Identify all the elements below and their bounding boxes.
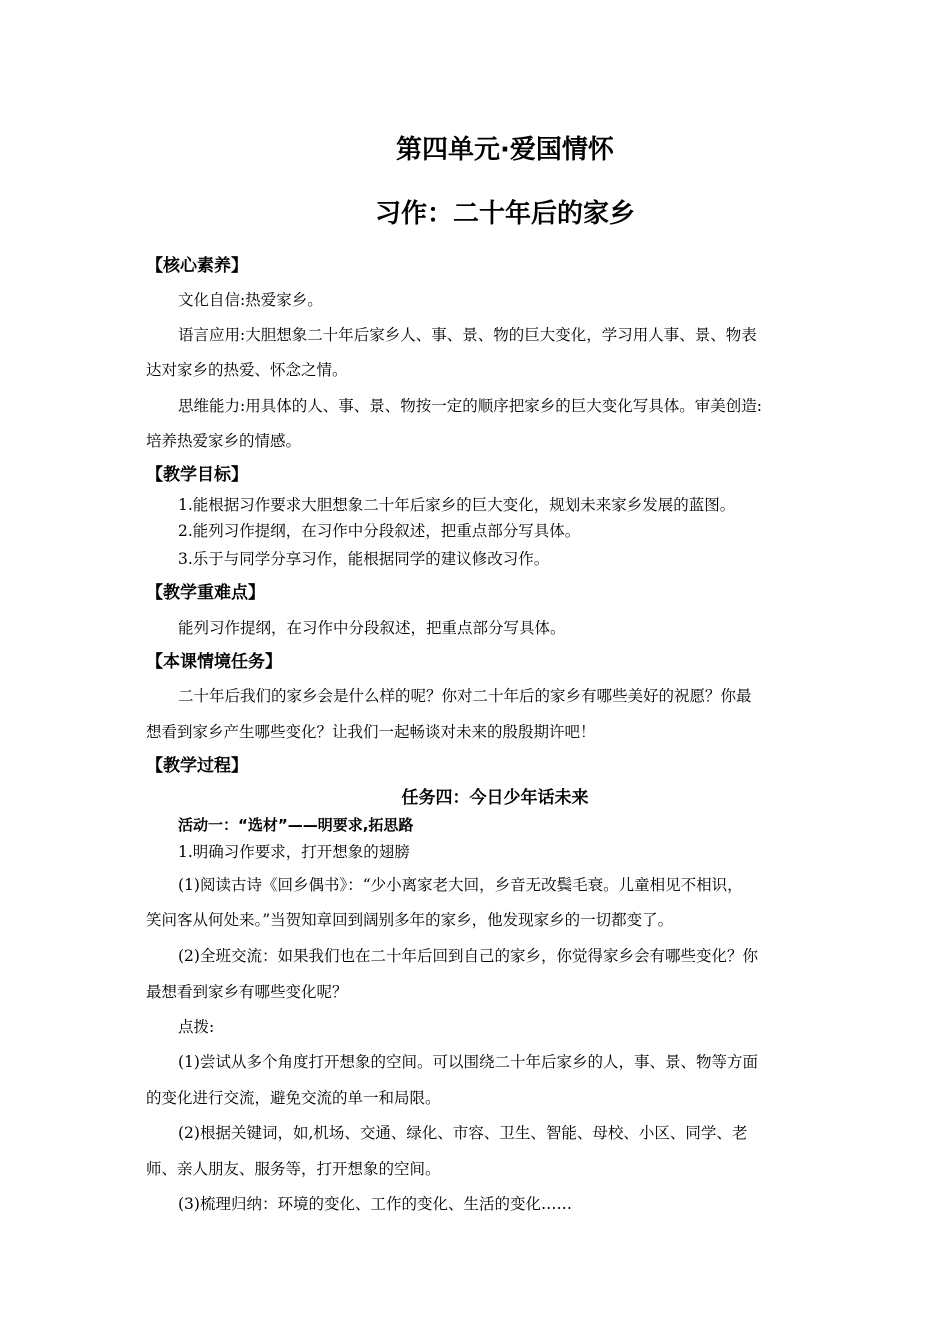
page-subtitle: 习作：二十年后的家乡 [374, 199, 635, 229]
task-title: 任务四：今日少年话未来 [401, 788, 589, 808]
paragraph: (1)尝试从多个角度打开想象的空间。可以围绕二十年后家乡的人，事、景、物等方面 [178, 1053, 758, 1071]
heading-core-literacy: 【核心素养】 [146, 256, 248, 276]
heading-key-difficulties: 【教学重难点】 [146, 583, 265, 603]
paragraph: 思维能力:用具体的人、事、景、物按一定的顺序把家乡的巨大变化写具体。审美创造: [178, 397, 762, 415]
paragraph: 想看到家乡产生哪些变化？让我们一起畅谈对未来的殷殷期许吧！ [146, 723, 596, 741]
heading-teaching-goals: 【教学目标】 [146, 465, 248, 485]
paragraph: 语言应用:大胆想象二十年后家乡人、事、景、物的巨大变化，学习用人事、景、物表 [178, 326, 757, 344]
paragraph: 文化自信:热爱家乡。 [178, 291, 323, 309]
paragraph: 的变化进行交流，避免交流的单一和局限。 [146, 1089, 441, 1107]
paragraph: (2)根据关键词，如,机场、交通、绿化、市容、卫生、智能、母校、小区、同学、老 [178, 1124, 748, 1142]
paragraph: (2)全班交流：如果我们也在二十年后回到自己的家乡，你觉得家乡会有哪些变化？你 [178, 947, 758, 965]
paragraph: 二十年后我们的家乡会是什么样的呢？你对二十年后的家乡有哪些美好的祝愿？你最 [178, 687, 752, 705]
goal-item: 1.能根据习作要求大胆想象二十年后家乡的巨大变化，规划未来家乡发展的蓝图。 [178, 496, 736, 514]
heading-teaching-process: 【教学过程】 [146, 756, 248, 776]
page-title: 第四单元·爱国情怀 [396, 135, 614, 165]
paragraph: 培养热爱家乡的情感。 [146, 432, 302, 450]
paragraph: 最想看到家乡有哪些变化呢？ [146, 983, 348, 1001]
heading-situation-task: 【本课情境任务】 [146, 652, 282, 672]
goal-item: 3.乐于与同学分享习作，能根据同学的建议修改习作。 [178, 550, 550, 568]
paragraph: 师、亲人朋友、服务等，打开想象的空间。 [146, 1160, 441, 1178]
paragraph: (3)梳理归纳：环境的变化、工作的变化、生活的变化…… [178, 1195, 572, 1213]
hint-label: 点拨: [178, 1018, 215, 1036]
activity-title: 活动一：“选材”——明要求,拓思路 [178, 816, 414, 834]
goal-item: 2.能列习作提纲，在习作中分段叙述，把重点部分写具体。 [178, 522, 581, 540]
paragraph: 能列习作提纲，在习作中分段叙述，把重点部分写具体。 [178, 619, 566, 637]
section-heading: 1.明确习作要求，打开想象的翅膀 [178, 843, 410, 861]
paragraph: 笑问客从何处来。”当贺知章回到阔别多年的家乡，他发现家乡的一切都变了。 [146, 911, 674, 929]
paragraph: 达对家乡的热爱、怀念之情。 [146, 361, 348, 379]
paragraph: (1)阅读古诗《回乡偶书》：“少小离家老大回，乡音无改鬓毛衰。儿童相见不相识， [178, 876, 743, 894]
